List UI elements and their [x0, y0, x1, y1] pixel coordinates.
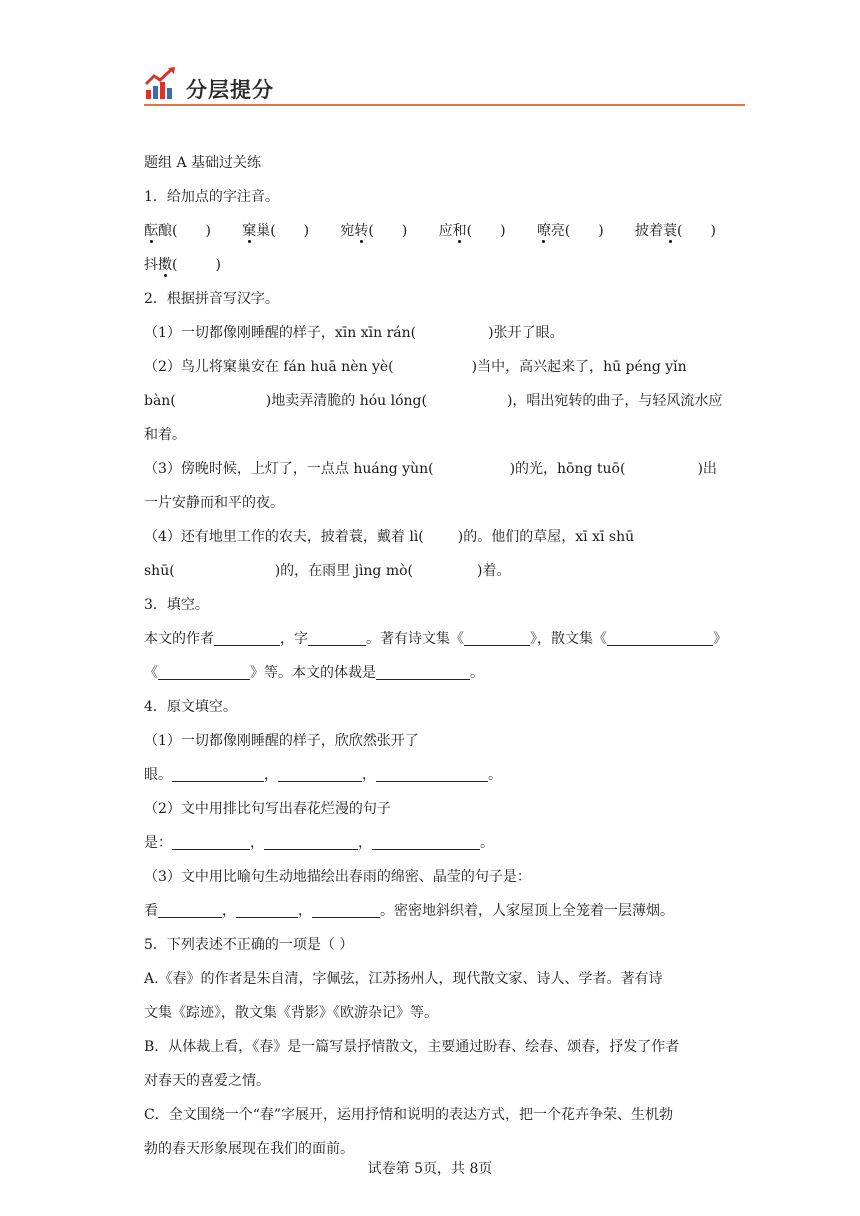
answer-blank[interactable] — [607, 627, 713, 646]
q2-line: bàn( )地卖弄清脆的 hóu lóng( )，唱出宛转的曲子，与轻风流水应 — [144, 393, 723, 409]
q3-line: 本文的作者 ，字 。著有诗文集《 》，散文集《 》 — [144, 622, 716, 656]
q2-line: （4）还有地里工作的农夫，披着蓑，戴着 lì( )的。他们的草屋，xī xī shū — [144, 529, 635, 545]
answer-blank[interactable] — [236, 899, 298, 918]
header-divider — [144, 104, 745, 106]
section-title: 题组 A 基础过关练 — [144, 155, 262, 171]
exam-content — [144, 146, 727, 1166]
q5-option-a-cont: 文集《踪迹》，散文集《背影》《欧游杂记》等。 — [144, 1005, 438, 1021]
answer-blank[interactable] — [312, 899, 380, 918]
q1-item: 嘹亮( ) — [536, 223, 604, 239]
answer-blank[interactable] — [172, 763, 264, 782]
q1-item: 宛转( ) — [340, 223, 408, 239]
q1-item: 应和( ) — [438, 223, 506, 239]
q5-option-a[interactable]: A.《春》的作者是朱自清，字佩弦，江苏扬州人，现代散文家、诗人、学者。著有诗 — [144, 971, 663, 987]
q3-title: 3．填空。 — [144, 597, 209, 613]
q2-line: shū( )的，在雨里 jìng mò( )着。 — [144, 563, 511, 579]
q4-line: （3）文中用比喻句生动地描绘出春雨的绵密、晶莹的句子是： — [144, 869, 531, 885]
q4-line: 眼。 ， ， 。 — [144, 758, 716, 792]
q2-line: （2）鸟儿将窠巢安在 fán huā nèn yè( )当中，高兴起来了，hū péng yǐn — [144, 359, 687, 375]
answer-blank[interactable] — [278, 763, 362, 782]
q2-title: 2．根据拼音写汉字。 — [144, 291, 279, 307]
q2-line: （3）傍晚时候，上灯了，一点点 huáng yùn( )的光，hōng tuō( )出 — [144, 461, 717, 477]
q1-title: 1．给加点的字注音。 — [144, 189, 279, 205]
page-footer: 试卷第 5页，共 8页 — [367, 1161, 493, 1177]
answer-blank[interactable] — [172, 831, 250, 850]
q4-title: 4．原文填空。 — [144, 699, 237, 715]
rising-chart-icon — [144, 66, 178, 100]
q5-title: 5．下列表述不正确的一项是（ ） — [144, 937, 354, 953]
answer-blank[interactable] — [264, 831, 358, 850]
q1-item: 抖擞( ) — [144, 257, 221, 273]
q5-option-c-cont: 勃的春天形象展现在我们的面前。 — [144, 1141, 354, 1157]
answer-blank[interactable] — [376, 661, 470, 680]
q1-items-row2 — [144, 248, 716, 282]
answer-blank[interactable] — [308, 627, 366, 646]
q2-line: 一片安静而和平的夜。 — [144, 495, 284, 511]
page-header — [144, 66, 745, 106]
q2-line: 和着。 — [144, 427, 186, 443]
q3-line: 《 》等。本文的体裁是 。 — [144, 656, 716, 690]
q2-line: （1）一切都像刚睡醒的样子，xīn xīn rán( )张开了眼。 — [144, 325, 564, 341]
q5-option-b[interactable]: B．从体裁上看，《春》是一篇写景抒情散文，主要通过盼春、绘春、颂春，抒发了作者 — [144, 1039, 680, 1055]
answer-blank[interactable] — [464, 627, 530, 646]
answer-blank[interactable] — [158, 661, 250, 680]
q5-option-c[interactable]: C．全文围绕一个“春”字展开，运用抒情和说明的表达方式，把一个花卉争荣、生机勃 — [144, 1107, 674, 1123]
q5-option-b-cont: 对春天的喜爱之情。 — [144, 1073, 270, 1089]
q1-items-row1 — [144, 214, 716, 248]
q4-line: （1）一切都像刚睡醒的样子，欣欣然张开了 — [144, 733, 419, 749]
q1-item: 窠巢( ) — [242, 223, 310, 239]
answer-blank[interactable] — [158, 899, 222, 918]
q4-line: 是： ， ， 。 — [144, 826, 716, 860]
answer-blank[interactable] — [372, 831, 480, 850]
q1-item: 酝酿( ) — [144, 223, 211, 239]
brand-title: 分层提分 — [186, 78, 274, 102]
q4-line: （2）文中用排比句写出春花烂漫的句子 — [144, 801, 391, 817]
q1-item: 披着蓑( ) — [635, 223, 716, 239]
answer-blank[interactable] — [214, 627, 280, 646]
answer-blank[interactable] — [376, 763, 488, 782]
q4-line: 看 ， ， 。密密地斜织着，人家屋顶上全笼着一层薄烟。 — [144, 894, 716, 928]
